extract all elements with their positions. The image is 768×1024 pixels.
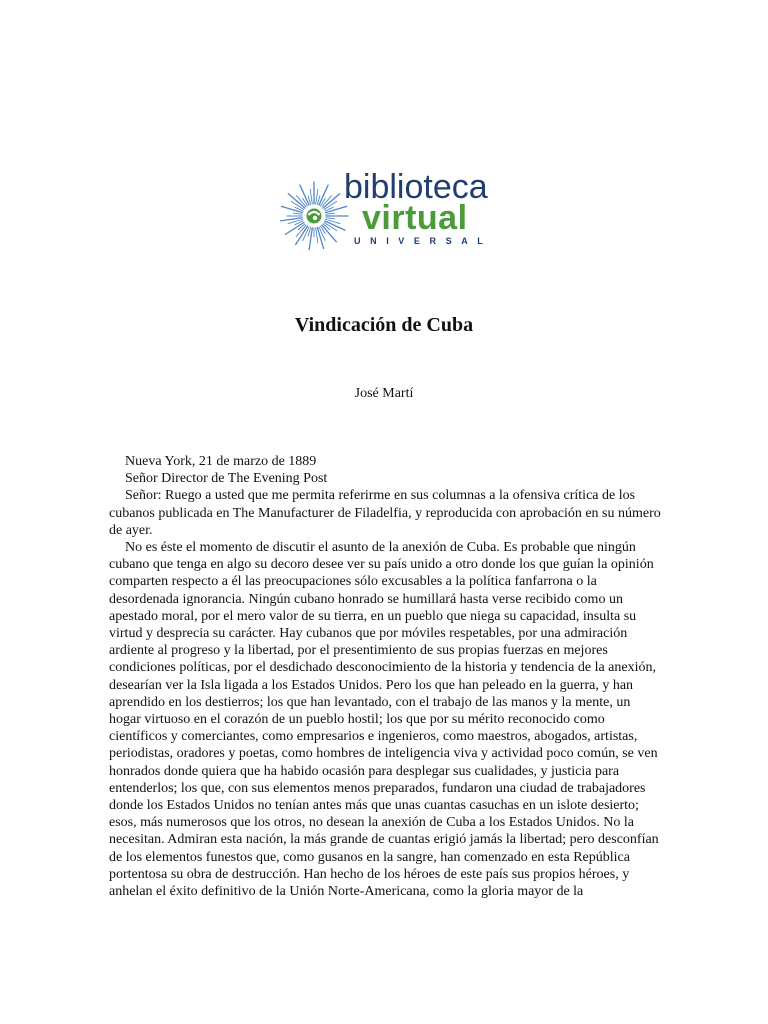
sunburst-ray (285, 222, 304, 234)
sunburst-ray (293, 213, 302, 214)
sunburst-ray (326, 218, 335, 219)
paragraph-salutation: Señor: Ruego a usted que me permita referirme en sus columnas a la ofensiva crítica de los cubanos publicada en The Manufacturer de Filadelfia, y reproducida con aprobación en su número de ayer. (109, 488, 661, 538)
sunburst-ray (326, 213, 335, 214)
logo-text-virtual: virtual (362, 199, 468, 237)
sunburst-icon (262, 168, 352, 264)
document-title: Vindicación de Cuba (294, 314, 474, 336)
paragraph-dateline: Nueva York, 21 de marzo de 1889 (125, 454, 317, 469)
logo-text-biblioteca: biblioteca (344, 168, 488, 206)
sunburst-ray (300, 185, 309, 205)
sunburst-ray (326, 219, 340, 223)
sunburst-ray (319, 185, 328, 205)
document-author: José Martí (354, 386, 414, 401)
sunburst-ray (316, 189, 318, 204)
paragraph-body: No es éste el momento de discutir el asunto de la anexión de Cuba. Es probable que ningún cubano que tenga en algo su decoro desee ver su país unido a otro donde los que guían la opinión comparten respecto a él las preocupaciones sólo excusables a la política fanfarrona o la desordenada ignorancia. Ningún cubano honrado se humillará hasta verse recibido como un apestado moral, por el mero valor de su tierra, en un pueblo que niega su capacidad, insulta su virtud y desprecia su carácter. Hay cubanos que por móviles respetables, por una admiración ardiente al progreso y la libertad, por el presentimiento de sus propias fuerzas en mejores condiciones políticas, por el desdichado desconocimiento de la historia y tendencia de la anexión, desearían ver la Isla ligada a los Estados Unidos. Pero los que han peleado en la guerra, y han aprendido en los destierros; los que han levantado, con el trabajo de las manos y la mente, un hogar virtuoso en el corazón de un pueblo hostil; los que por su mérito reconocido como científicos y comerciantes, como empresarios e ingenieros, como maestros, abogados, artistas, periodistas, oradores y poetas, como hombres de inteligencia viva y actividad poco común, se ven honrados donde quiera que ha habido ocasión para desplegar sus cualidades, y justicia para entenderlos; los que, con sus elementos menos preparados, fundaron una ciudad de trabajadores donde los Estados Unidos no tenían antes más que unas cuantas casuchas en un islote desierto; esos, más numerosos que los otros, no desean la anexión de Cuba a los Estados Unidos. No la necesitan. Admiran esta nación, la más grande de cuantas erigió jamás la libertad; pero desconfían de los elementos funestos que, como gusanos en la sangre, han comenzado en esta República portentosa su obra de destrucción. Han hecho de los héroes de este país sus propios héroes, y anhelan el éxito definitivo de la Unión Norte-Americana, como la gloria mayor de la (109, 540, 659, 900)
logo-text-universal: UNIVERSAL (354, 236, 493, 246)
sunburst-ray (322, 225, 336, 242)
biblioteca-virtual-logo (262, 168, 508, 264)
sunburst-ray (310, 189, 312, 204)
document-body (109, 453, 664, 900)
paragraph-addressee: Señor Director de The Evening Post (125, 471, 328, 487)
